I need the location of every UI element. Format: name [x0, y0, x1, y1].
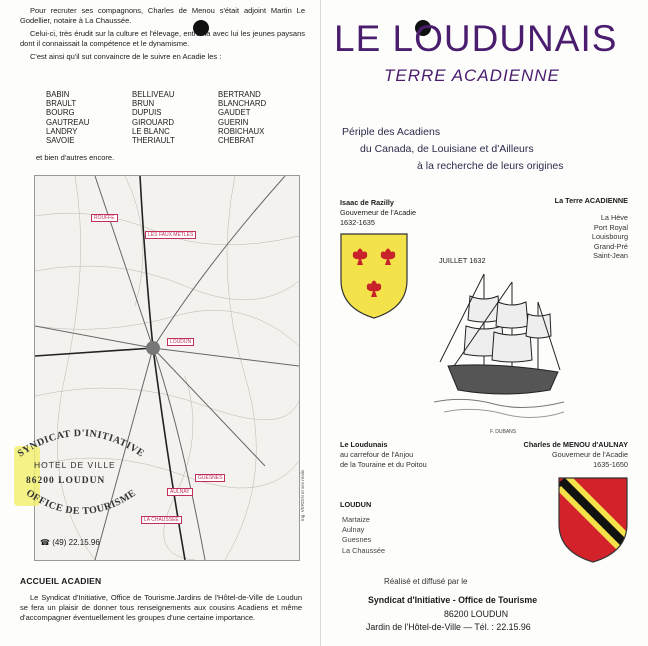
- tagline-line: à la recherche de leurs origines: [417, 160, 564, 172]
- page-title: LE LOUDUNAIS: [334, 18, 618, 59]
- footer-organisation: Syndicat d'Initiative - Office de Tourisme: [368, 595, 538, 605]
- tagline-line: Périple des Acadiens: [342, 126, 441, 138]
- family-name: SAVOIE: [46, 136, 75, 146]
- family-name: LE BLANC: [132, 126, 170, 136]
- svg-text:OFFICE DE TOURISME: [24, 488, 138, 517]
- razilly-role: Gouverneur de l'Acadie: [340, 208, 417, 217]
- family-name: BRUN: [132, 99, 155, 109]
- family-name: CHEBRAT: [218, 136, 255, 146]
- phone-number: ☎ (49) 22.15.96: [40, 538, 100, 547]
- razilly-name: Isaac de Razilly: [340, 198, 394, 207]
- svg-text:SYNDICAT D'INITIATIVE: [16, 428, 147, 460]
- accueil-title: ACCUEIL ACADIEN: [20, 576, 102, 586]
- intro-text: [20, 6, 305, 65]
- family-name: DUPUIS: [132, 108, 162, 118]
- family-names-list: [46, 90, 296, 145]
- sailing-ship-drawing: [434, 266, 564, 426]
- tagline: [338, 124, 626, 175]
- map-label-faux-metles: LES FAUX MÉTLES: [145, 231, 196, 239]
- tagline-line: du Canada, de Louisiane et d'Ailleurs: [360, 143, 534, 155]
- stamp-line-2: 86200 LOUDUN: [26, 476, 106, 486]
- town-name: Guesnes: [342, 535, 372, 545]
- family-name: BABIN: [46, 90, 70, 99]
- others-text: et bien d'autres encore.: [36, 153, 115, 162]
- family-name: BELLIVEAU: [132, 90, 175, 99]
- razilly-coat-of-arms: [339, 232, 409, 320]
- fold-line: [320, 0, 321, 646]
- family-name: GAUDET: [218, 108, 251, 118]
- intro-paragraph-1: Pour recruter ses compagnons, Charles de Menou s'était adjoint Martin Le Godellier, notaire à La Chaussée.: [20, 6, 305, 25]
- loudun-title: LOUDUN: [340, 500, 372, 509]
- place-name: Grand-Pré: [593, 241, 628, 251]
- loudunais-title: Le Loudunais: [340, 440, 388, 449]
- town-name: La Chaussée: [342, 545, 386, 555]
- loudunais-line-1: au carrefour de l'Anjou: [340, 450, 414, 459]
- accueil-text: [20, 593, 302, 623]
- accueil-paragraph: Le Syndicat d'Initiative, Office de Tourisme.Jardins de l'Hôtel-de-Ville de Loudun se fera un plaisir de donner tous renseignements aux cousins Acadiens et même d'accompagner éventuellement les groupes d'une certaine importance.: [20, 593, 302, 622]
- family-name: LANDRY: [46, 126, 78, 136]
- loudunais-line-2: de la Touraine et du Poitou: [340, 460, 427, 469]
- family-name: BLANCHARD: [218, 99, 267, 109]
- place-name: Port Royal: [593, 222, 628, 232]
- menou-role: Gouverneur de l'Acadie: [551, 450, 628, 459]
- family-name: BERTRAND: [218, 90, 261, 99]
- menou-title: Charles de MENOU d'AULNAY: [523, 440, 628, 449]
- stamp-arc-top: SYNDICAT D'INITIATIVE: [15, 427, 147, 460]
- town-name: Aulnay: [342, 525, 365, 535]
- intro-paragraph-2: Celui-ci, très érudit sur la culture et l'élevage, entraina avec lui les jeunes paysans dont il connaissait la compétence et le dynamisme.: [20, 29, 305, 48]
- town-name: Martaize: [342, 515, 370, 524]
- place-name: Saint-Jean: [593, 251, 628, 261]
- family-name: BRAULT: [46, 99, 77, 109]
- family-name: GUERIN: [218, 117, 249, 127]
- footer-credit: Réalisé et diffusé par le: [384, 577, 468, 586]
- razilly-dates: 1632-1635: [340, 218, 375, 227]
- place-name: Louisbourg: [591, 232, 628, 242]
- place-name: La Hève: [600, 213, 628, 222]
- stamp-arc-bottom: OFFICE DE TOURISME: [23, 487, 139, 518]
- footer-street: Jardin de l'Hôtel-de-Ville — Tél. : 22.15.96: [366, 622, 531, 632]
- ship-caption: JUILLET 1632: [439, 256, 486, 265]
- footer-address: 86200 LOUDUN: [444, 609, 509, 619]
- family-name: GAUTREAU: [46, 117, 90, 127]
- loudun-town-marker: [146, 341, 160, 355]
- stamp-line-1: HOTEL DE VILLE: [34, 460, 116, 470]
- family-name: ROBICHAUX: [218, 126, 265, 136]
- map-label-loudun: LOUDUN: [167, 338, 194, 346]
- intro-paragraph-3: C'est ainsi qu'il sut convaincre de le suivre en Acadie les :: [30, 52, 222, 61]
- family-name: THERIAULT: [132, 136, 175, 146]
- terre-acadienne-title: La Terre ACADIENNE: [554, 196, 628, 205]
- family-name: GIROUARD: [132, 117, 175, 127]
- menou-coat-of-arms: [557, 476, 629, 564]
- acadian-places: [540, 213, 628, 261]
- map-label-guesnes: GUESNES: [195, 474, 225, 482]
- map-label-aulnay: AULNAY: [167, 488, 193, 496]
- map-credit: Ing. VERDIN et ses réalis: [300, 470, 305, 522]
- tourist-office-stamp: [6, 420, 156, 535]
- town-list: [342, 515, 385, 556]
- family-name: BOURG: [46, 108, 75, 118]
- menou-dates: 1635-1650: [593, 460, 628, 469]
- ship-signature: F. DUBANS: [490, 429, 517, 435]
- map-label-chaussee: LA CHAUSSÉE: [141, 516, 182, 524]
- map-label-rouffe: ROUFFE: [91, 214, 118, 222]
- page-subtitle: TERRE ACADIENNE: [384, 66, 560, 85]
